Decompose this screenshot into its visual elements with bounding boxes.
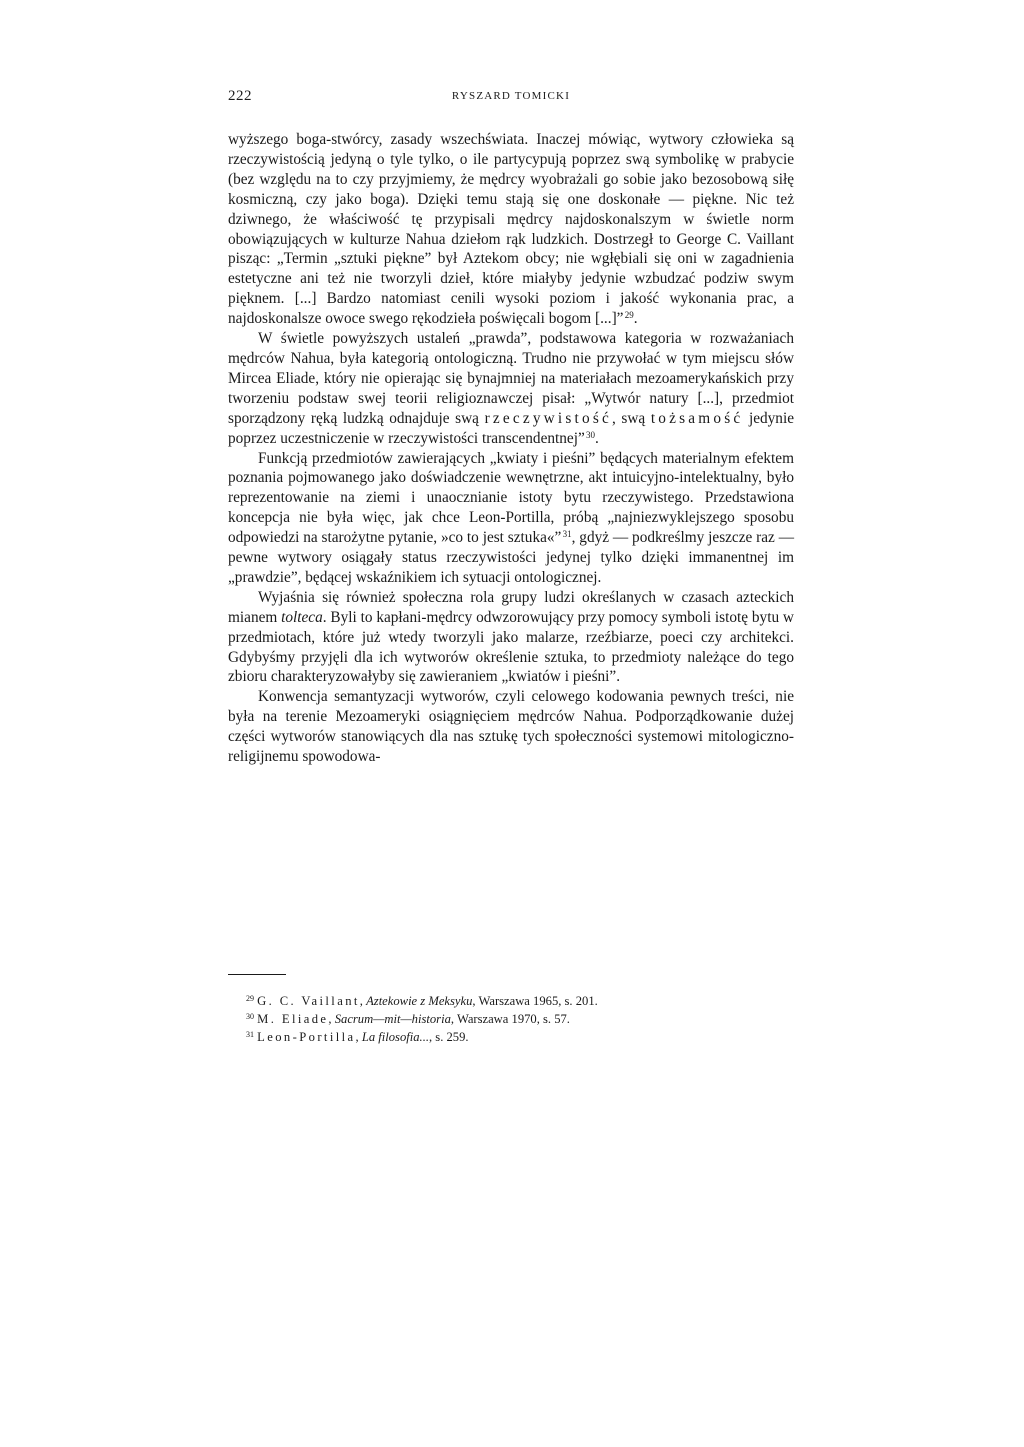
paragraph-2-spaced-word-1: rzeczywistość [484,409,612,427]
footnote-details: , s. 259. [429,1030,469,1044]
footnote-31 [228,1028,794,1046]
footnote-separator: , [355,1030,362,1044]
page-number: 222 [228,88,252,104]
paragraph-4-text-end: . Byli to kapłani-mędrcy odwzorowujący przy pomocy symboli istotę bytu w przedmiotach, które już wtedy tworzyli jako malarze, rzeźbiarze, poeci czy architekci. Gdybyśmy przyjęli dla ich wytworów określenie sztuka, to przedmioty należące do tego zbioru charakteryzowałyby się zawieraniem „kwiatów i pieśni”. [228,608,794,686]
running-title: RYSZARD TOMICKI [451,90,571,102]
footnote-author: Leon-Portilla [257,1030,356,1044]
footnote-author: M. Eliade [257,1012,329,1026]
footnote-title: Aztekowie z Meksyku [366,994,473,1008]
paragraph-3-text-end: , gdyż — podkreślmy jeszcze raz — pewne wytwory osiągały status rzeczywistości jedynej tylko dzięki immanentnej im „prawdzie”, będącej wskaźnikiem ich sytuacji ontologicznej. [228,529,795,586]
footnote-number: 30 [246,1012,254,1021]
paragraph-2-text-end: jedynie poprzez uczestniczenie w rzeczywistości transcendentnej” [228,409,794,447]
paragraph-2: W świetle powyższych ustaleń „prawda”, podstawowa kategoria w rozważaniach mędrców Nahua, była kategorią ontologiczną. Trudno nie przywołać w tym miejscu słów Mircea Eliade, który nie opierając się bynajmniej na materiałach mezoamerykańskich przy tworzeniu podstaw swej teorii religioznawczej pisał: „Wytwór natury [...], przedmiot sporządzony ręką ludzką odnajduje swą rzeczywistość, swą tożsamość jedynie poprzez uczestniczenie w rzeczywistości transcendentnej” $^{30}$. [228,330,794,447]
footnote-separator: , [359,994,367,1008]
footnote-separator: , [328,1012,335,1026]
footnote-author: G. C. Vaillant [257,994,360,1008]
paragraph-1: wyższego boga-stwórcy, zasady wszechświata. Inaczej mówiąc, wytwory człowieka są rzeczywistością jedyną o tyle tylko, o ile partycypują poprzez swą symbolikę w prabycie (bez względu na to czy przyjmiemy, że mędrcy wyobrażali go sobie jako bezosobową siłę kosmiczną, czy jako boga). Dzięki temu stają się one doskonałe — piękne. Nic też dziwnego, że właściwość tę przypisali mędrcy najdoskonalszym w świetle norm obowiązujących w kulturze Nahua dziełom rąk ludzkich. Dostrzegł to George C. Vaillant pisząc: „Termin „sztuki piękne” był Aztekom obcy; nie wgłębiali się oni w zagadnienia estetyczne ani też nie tworzyli dzieł, które miałyby jedynie wzbudzać podziw swym pięknem. [...] Bardzo natomiast cenili wysoki poziom i jakość wykonania prac, a najdoskonalsze owoce swego rękodzieła poświęcali bogom [...]” $^{29}$. [228,131,794,328]
footnotes [228,992,794,1046]
paragraph-2-spaced-word-2: tożsamość [650,409,744,427]
paragraph-3-text-start: Funkcją przedmiotów zawierających „kwiaty i pieśni” będących materialnym efektem poznania pojmowanego jako doświadczenie wewnętrzne, akt intuicyjno-intelektualny, było reprezentowanie na ziemi i unaocznianie istoty bytu rzeczywistego. Przedstawiona koncepcja nie była więc, jak chce Leon-Portilla, próbą „najniezwyklejszego sposobu odpowiedzi na starożytne pytanie, »co to jest sztuka«” [228,449,794,547]
paragraph-2-text-middle: , swą [611,409,651,427]
footnote-details: , Warszawa 1970, s. 57. [450,1012,570,1026]
paragraph-5 [228,687,794,767]
footnote-number: 29 [246,994,254,1003]
paragraph-4 [228,588,794,688]
footnote-ref-30: 30 [586,429,596,440]
footnote-title: Sacrum—mit—historia [334,1012,451,1026]
footnote-number: 31 [246,1030,254,1039]
paragraph-4-italic-term: tolteca [281,608,323,626]
footnote-ref-31: 31 [562,529,572,540]
footnote-29 [228,992,794,1010]
footnote-details: , Warszawa 1965, s. 201. [472,994,598,1008]
footnote-ref-29: 29 [624,310,634,321]
footnote-30 [228,1010,794,1028]
footnote-divider [228,974,286,975]
footnote-title: La filosofia... [361,1030,429,1044]
paragraph-5-text: Konwencja semantyzacji wytworów, czyli celowego kodowania pewnych treści, nie była na terenie Mezoameryki osiągnięciem mędrców Nahua. Podporządkowanie dużej części wytworów stanowiących dla nas sztukę tych społeczności systemowi mitologiczno-religijnemu spowodowa- [228,688,794,766]
paragraph-3 [228,449,794,588]
paragraph-1-text: wyższego boga-stwórcy, zasady wszechświata. Inaczej mówiąc, wytwory człowieka są rzeczywistością jedyną o tyle tylko, o ile partycypują poprzez swą symbolikę w prabycie (bez względu na to czy przyjmiemy, że mędrcy wyobrażali go sobie jako bezosobową siłę kosmiczną, czy jako boga). Dzięki temu stają się one doskonałe — piękne. Nic też dziwnego, że właściwość tę przypisali mędrcy najdoskonalszym w świetle norm obowiązujących w kulturze Nahua dziełom rąk ludzkich. Dostrzegł to George C. Vaillant pisząc: „Termin „sztuki piękne” był Aztekom obcy; nie wgłębiali się oni w zagadnienia estetyczne ani też nie tworzyli dzieł, które miałyby jedynie wzbudzać podziw swym pięknem. [...] Bardzo natomiast cenili wysoki poziom i jakość wykonania prac, a najdoskonalsze owoce swego rękodzieła poświęcali bogom [...]” [228,131,794,328]
running-head [228,88,794,110]
body-text [228,130,794,767]
paragraph-4-text-start: Wyjaśnia się również społeczna rola grupy ludzi określanych w czasach azteckich mianem [228,588,794,626]
paragraph-2-text-start: W świetle powyższych ustaleń „prawda”, podstawowa kategoria w rozważaniach mędrców Nahua, była kategorią ontologiczną. Trudno nie przywołać w tym miejscu słów Mircea Eliade, który nie opierając się bynajmniej na materiałach mezoamerykańskich przy tworzeniu podstaw swej teorii religioznawczej pisał: „Wytwór natury [...], przedmiot sporządzony ręką ludzką odnajduje swą [228,330,794,427]
